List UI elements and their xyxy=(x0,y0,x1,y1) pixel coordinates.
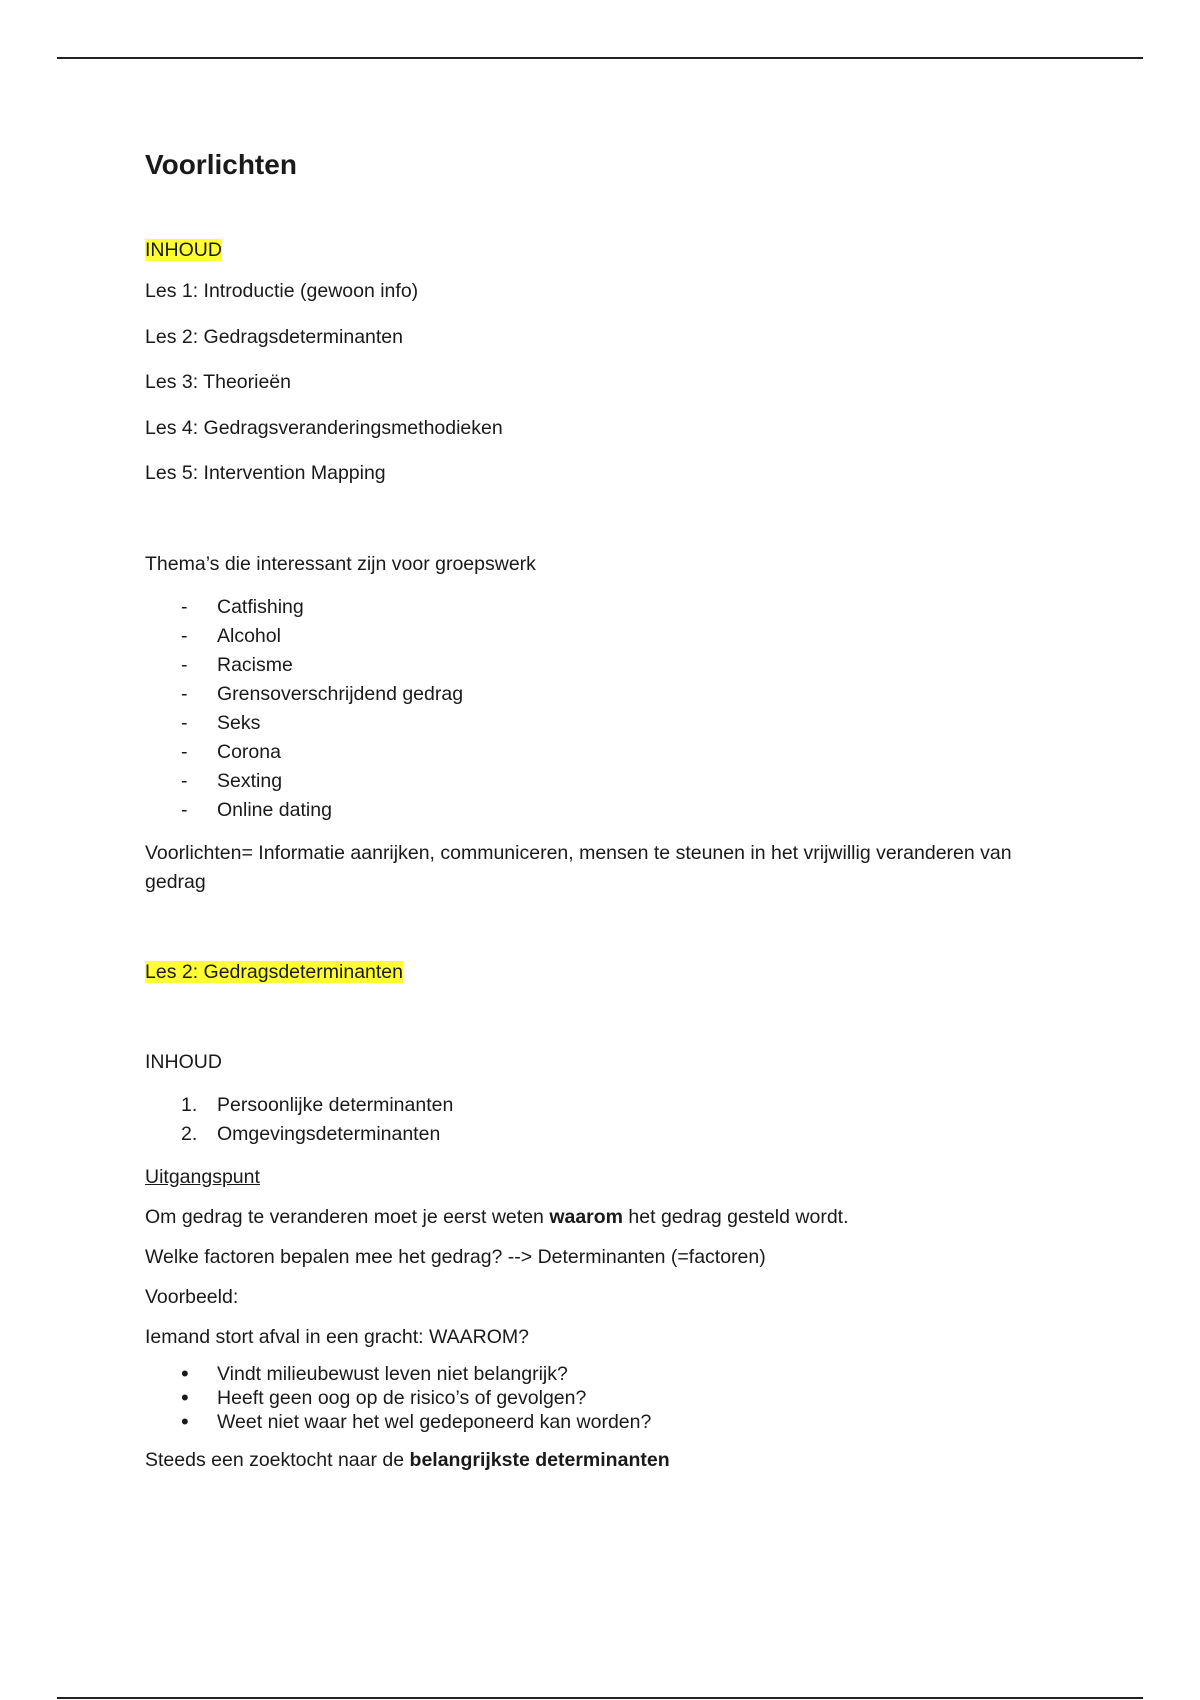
conclusion-bold: belangrijkste determinanten xyxy=(409,1449,670,1471)
list-item: - Seks xyxy=(145,709,1045,738)
toc-item: Les 5: Intervention Mapping xyxy=(145,462,386,484)
definition-paragraph: Voorlichten= Informatie aanrijken, communiceren, mensen te steunen in het vrijwillig veranderen van gedrag xyxy=(145,842,1012,893)
themes-list xyxy=(145,593,1045,825)
toc-heading-highlight: INHOUD xyxy=(145,239,222,261)
document-body xyxy=(145,145,1045,1473)
sentence-why-bold: waarom xyxy=(549,1206,624,1228)
bottom-rule xyxy=(57,1697,1143,1699)
lesson2-contents-heading: INHOUD xyxy=(145,1051,222,1073)
list-item: - Online dating xyxy=(145,796,1045,825)
toc-item: Les 4: Gedragsveranderingsmethodieken xyxy=(145,417,503,439)
sentence-why xyxy=(145,1204,1045,1230)
list-item: - Sexting xyxy=(145,767,1045,796)
list-item: - Grensoverschrijdend gedrag xyxy=(145,680,1045,709)
conclusion-pre: Steeds een zoektocht naar de xyxy=(145,1449,410,1471)
conclusion-sentence xyxy=(145,1447,1045,1473)
sentence-why-pre: Om gedrag te veranderen moet je eerst weten xyxy=(145,1206,550,1228)
list-item xyxy=(145,1120,1045,1149)
toc-item: Les 1: Introductie (gewoon info) xyxy=(145,280,419,302)
sentence-why-post: het gedrag gesteld wordt. xyxy=(623,1206,849,1228)
list-item: • Vindt milieubewust leven niet belangrijk? xyxy=(145,1362,1045,1386)
list-text: Omgevingsdeterminanten xyxy=(217,1123,441,1145)
lesson2-heading-highlight: Les 2: Gedragsdeterminanten xyxy=(145,961,403,983)
list-item: - Racisme xyxy=(145,651,1045,680)
toc-item: Les 3: Theorieën xyxy=(145,371,291,393)
startpoint-heading xyxy=(145,1164,1045,1190)
list-item xyxy=(145,1091,1045,1120)
themes-intro: Thema’s die interessant zijn voor groepswerk xyxy=(145,553,536,575)
list-number: 1. xyxy=(181,1094,198,1116)
reasons-list xyxy=(145,1362,1045,1434)
sentence-factors: Welke factoren bepalen mee het gedrag? --> Determinanten (=factoren) xyxy=(145,1246,766,1268)
list-item: • Weet niet waar het wel gedeponeerd kan worden? xyxy=(145,1410,1045,1434)
lesson2-heading xyxy=(145,959,1045,985)
list-item: - Corona xyxy=(145,738,1045,767)
startpoint-heading-text: Uitgangspunt xyxy=(145,1166,260,1188)
list-item: - Catfishing xyxy=(145,593,1045,622)
list-text: Persoonlijke determinanten xyxy=(217,1094,454,1116)
toc-heading xyxy=(145,237,1045,263)
list-number: 2. xyxy=(181,1123,198,1145)
example-question: Iemand stort afval in een gracht: WAAROM? xyxy=(145,1326,530,1348)
page-title: Voorlichten xyxy=(145,149,297,180)
example-label: Voorbeeld: xyxy=(145,1286,239,1308)
lesson2-contents-list xyxy=(145,1091,1045,1149)
list-item: • Heeft geen oog op de risico’s of gevolgen? xyxy=(145,1386,1045,1410)
top-rule xyxy=(57,57,1143,59)
list-item: - Alcohol xyxy=(145,622,1045,651)
toc-item: Les 2: Gedragsdeterminanten xyxy=(145,326,403,348)
